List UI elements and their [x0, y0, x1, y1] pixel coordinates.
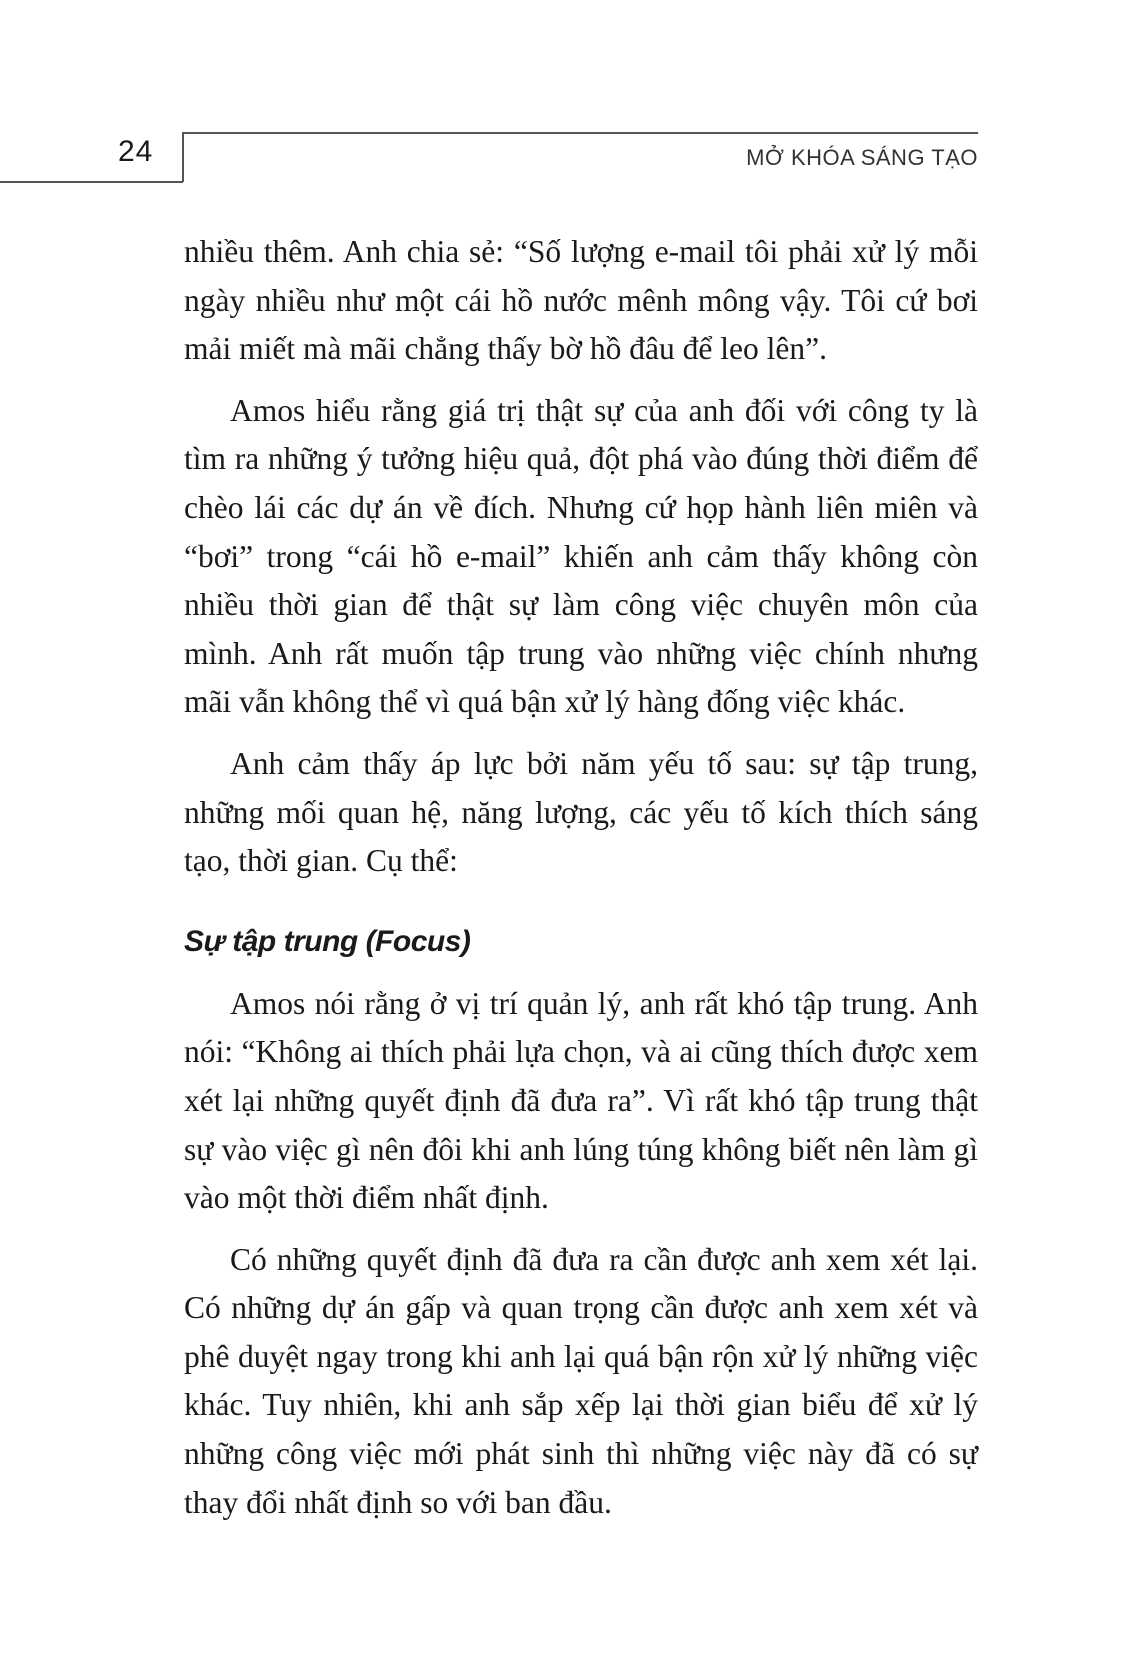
- paragraph: Amos hiểu rằng giá trị thật sự của anh đối với công ty là tìm ra những ý tưởng hiệu quả, đột phá vào đúng thời điểm để chèo lái các dự án về đích. Nhưng cứ họp hành liên miên và “bơi” trong “cái hồ e-mail” khiến anh cảm thấy không còn nhiều thời gian để thật sự làm công việc chuyên môn của mình. Anh rất muốn tập trung vào những việc chính nhưng mãi vẫn không thể vì quá bận xử lý hàng đống việc khác.: [184, 392, 978, 720]
- page-body: [184, 228, 978, 1540]
- page-number: 24: [118, 135, 154, 168]
- paragraph-continued: nhiều thêm. Anh chia sẻ: “Số lượng e-mail tôi phải xử lý mỗi ngày nhiều như một cái hồ nước mênh mông vậy. Tôi cứ bơi mải miết mà mãi chẳng thấy bờ hồ đâu để leo lên”.: [184, 234, 978, 367]
- paragraph: Amos nói rằng ở vị trí quản lý, anh rất khó tập trung. Anh nói: “Không ai thích phải lựa chọn, và ai cũng thích được xem xét lại những quyết định đã đưa ra”. Vì rất khó tập trung thật sự vào việc gì nên đôi khi anh lúng túng không biết nên làm gì vào một thời điểm nhất định.: [184, 985, 978, 1216]
- header-rule-left: [0, 181, 183, 183]
- section-heading: Sự tập trung (Focus): [184, 924, 471, 958]
- page-header: [0, 0, 1126, 200]
- header-rule-top: [183, 132, 978, 134]
- paragraph: Anh cảm thấy áp lực bởi năm yếu tố sau: sự tập trung, những mối quan hệ, năng lượng, các yếu tố kích thích sáng tạo, thời gian. Cụ thể:: [184, 745, 978, 879]
- header-rule-divider: [182, 132, 184, 182]
- paragraph: Có những quyết định đã đưa ra cần được anh xem xét lại. Có những dự án gấp và quan trọng cần được anh xem xét và phê duyệt ngay trong khi anh lại quá bận rộn xử lý những việc khác. Tuy nhiên, khi anh sắp xếp lại thời gian biểu để xử lý những công việc mới phát sinh thì những việc này đã có sự thay đổi nhất định so với ban đầu.: [184, 1241, 978, 1520]
- running-title: MỞ KHÓA SÁNG TẠO: [746, 145, 978, 170]
